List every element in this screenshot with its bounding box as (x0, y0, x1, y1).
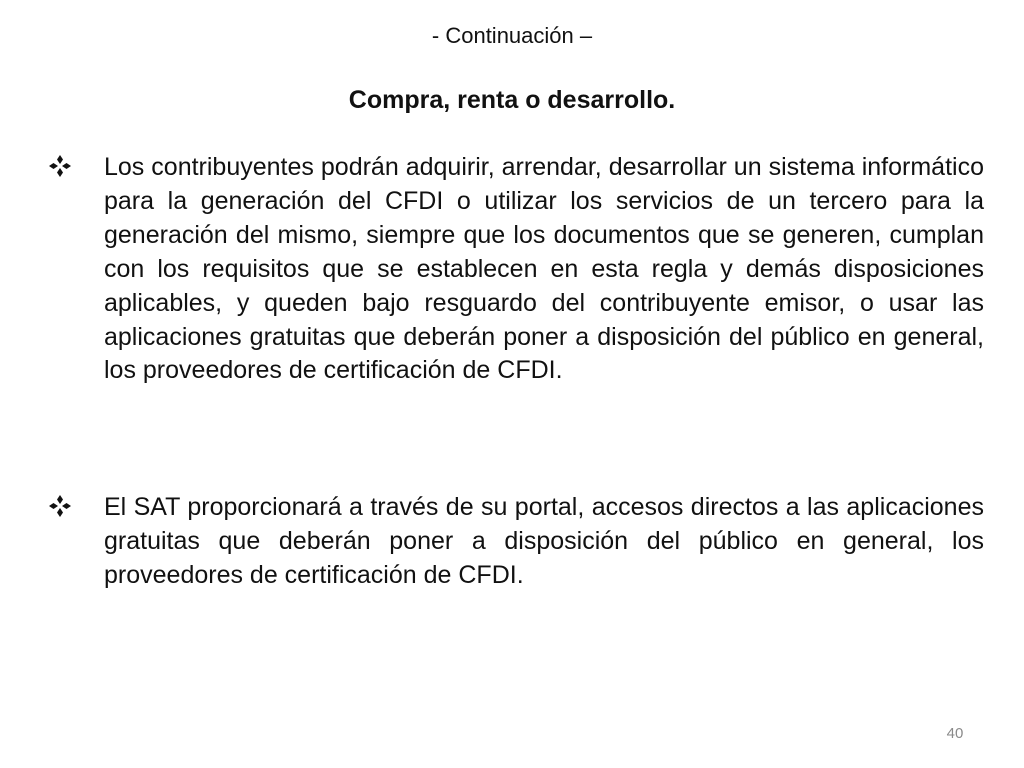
slide-subtitle: - Continuación – (431, 23, 593, 48)
bullet-text: Los contribuyentes podrán adquirir, arrendar, desarrollar un sistema informático para la generación del CFDI o utilizar los servicios de un tercero para la generación del mismo, siempre que los documentos que se generen, cumplan con los requisitos que se establecen en esta regla y demás disposiciones aplicables, y queden bajo resguardo del contribuyente emisor, o usar las aplicaciones gratuitas que deberán poner a disposición del público en general, los proveedores de certificación de CFDI. (104, 153, 984, 385)
slide-heading: Compra, renta o desarrollo. (348, 86, 676, 114)
diamond-bullet-icon (48, 494, 72, 518)
page-number: 40 (946, 725, 964, 742)
diamond-bullet-icon (48, 154, 72, 178)
bullet-text: El SAT proporcionará a través de su portal, accesos directos a las aplicaciones gratuitas que deberán poner a disposición del público en general, los proveedores de certificación de CFDI. (104, 493, 984, 589)
